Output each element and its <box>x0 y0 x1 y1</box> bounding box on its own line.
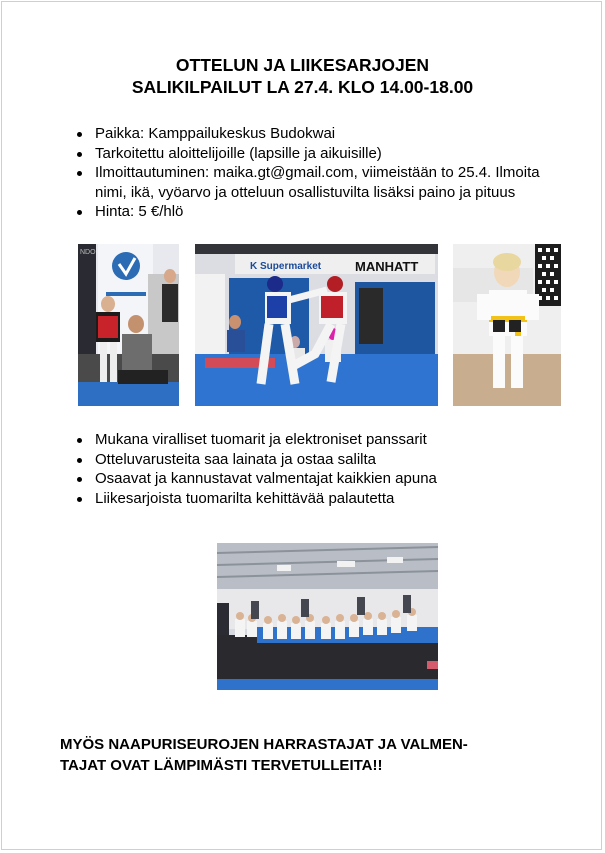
details-list <box>76 124 566 222</box>
title-line-1: OTTELUN JA LIIKESARJOJEN <box>175 55 430 75</box>
detail-price: Hinta: 5 €/hlö <box>76 202 566 222</box>
page-title <box>0 54 605 98</box>
feature-equipment: Otteluvarusteita saa lainata ja ostaa salilta <box>76 450 566 470</box>
photo-girl-dobok <box>453 244 561 406</box>
features-list <box>76 430 566 508</box>
footer-line-1: MYÖS NAAPURISEUROJEN HARRASTAJAT JA VALMEN- <box>60 736 468 753</box>
feature-feedback: Liikesarjoista tuomarilta kehittävää palautetta <box>76 489 566 509</box>
detail-registration: Ilmoittautuminen: maika.gt@gmail.com, viimeistään to 25.4. Ilmoita nimi, ikä, vyöarvo ja otteluun osallistuvilta lisäksi paino ja pituus <box>76 163 566 202</box>
title-line-2: SALIKILPAILUT LA 27.4. KLO 14.00-18.00 <box>131 77 474 97</box>
manhattan-text: MANHATT <box>355 259 419 274</box>
footer-invitation <box>60 734 580 776</box>
feature-referees: Mukana viralliset tuomarit ja elektroniset panssarit <box>76 430 566 450</box>
photo-child-gear <box>78 244 179 406</box>
detail-location: Paikka: Kamppailukeskus Budokwai <box>76 124 566 144</box>
feature-coaches: Osaavat ja kannustavat valmentajat kaikkien apuna <box>76 469 566 489</box>
photo-sparring <box>195 244 438 406</box>
detail-audience: Tarkoitettu aloittelijoille (lapsille ja aikuisille) <box>76 144 566 164</box>
footer-line-2: TAJAT OVAT LÄMPIMÄSTI TERVETULLEITA!! <box>60 757 383 774</box>
k-supermarket-text: K Supermarket <box>250 261 322 272</box>
wall-sign-text: NDO <box>80 249 96 256</box>
photo-group-hall <box>217 543 438 690</box>
